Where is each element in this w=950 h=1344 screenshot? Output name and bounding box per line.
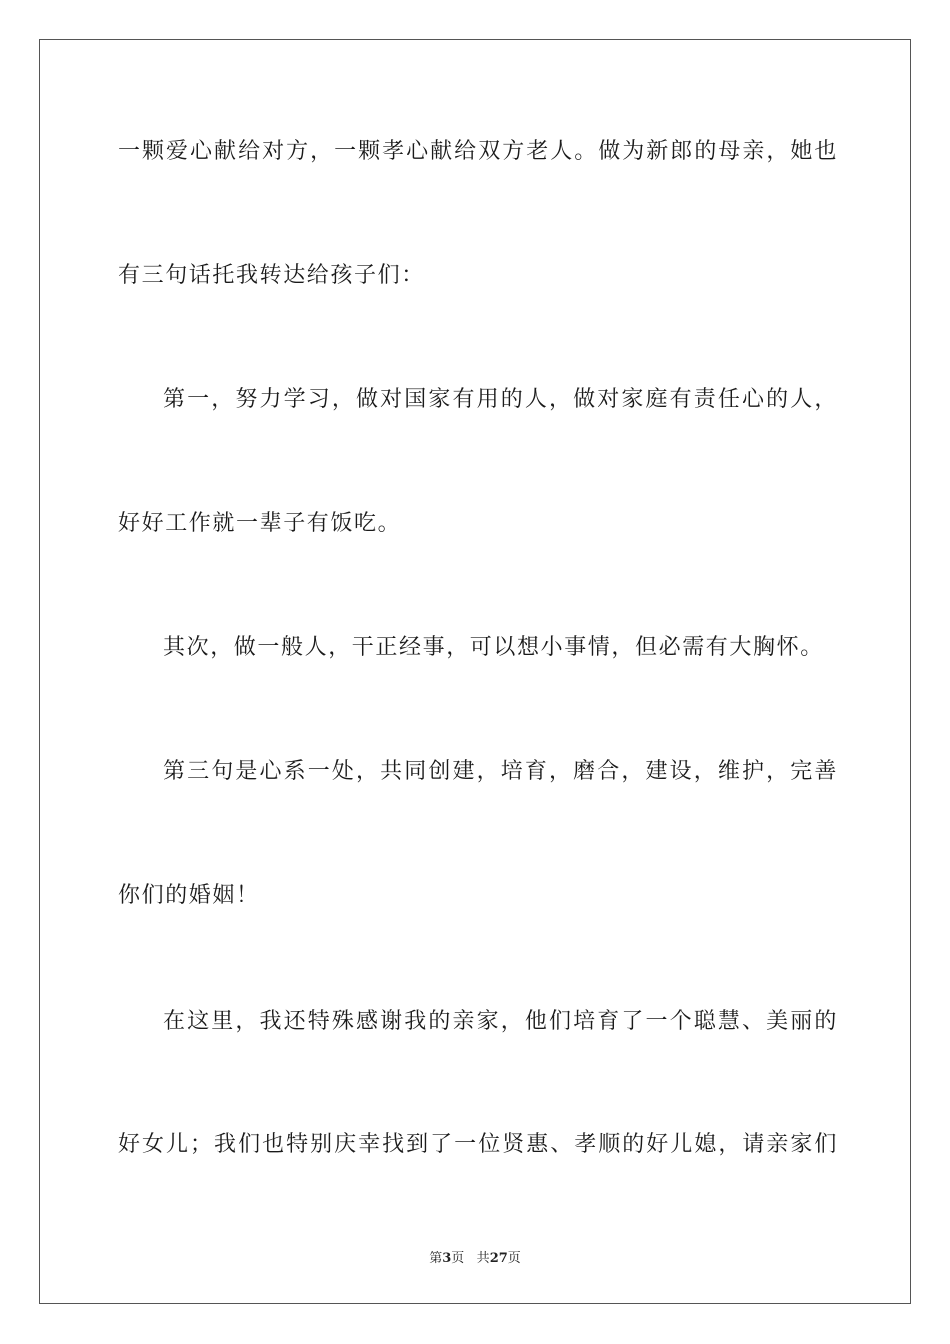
page-number: 3 xyxy=(442,1251,452,1266)
text-line-3: 第一，努力学习，做对国家有用的人，做对家庭有责任心的人， xyxy=(163,387,838,412)
text-line-2: 有三句话托我转达给孩子们： xyxy=(118,263,425,288)
page-suffix: 页 xyxy=(451,1251,465,1266)
total-pages: 27 xyxy=(489,1251,508,1266)
text-line-7: 你们的婚姻！ xyxy=(118,883,260,908)
page-border xyxy=(39,39,911,1304)
text-line-4: 好好工作就一辈子有饭吃。 xyxy=(118,511,402,536)
total-prefix: 共 xyxy=(476,1251,490,1266)
text-line-9: 好女儿；我们也特别庆幸找到了一位贤惠、孝顺的好儿媳，请亲家们 xyxy=(118,1132,838,1157)
total-suffix: 页 xyxy=(507,1251,521,1266)
text-line-5: 其次，做一般人，干正经事，可以想小事情，但必需有大胸怀。 xyxy=(163,635,824,660)
page-prefix: 第 xyxy=(429,1251,443,1266)
text-line-1: 一颗爱心献给对方，一颗孝心献给双方老人。做为新郎的母亲，她也 xyxy=(118,139,838,164)
text-line-8: 在这里，我还特殊感谢我的亲家，他们培育了一个聪慧、美丽的 xyxy=(163,1009,838,1034)
page-footer xyxy=(0,1247,950,1266)
text-line-6: 第三句是心系一处，共同创建，培育，磨合，建设，维护，完善 xyxy=(163,759,838,784)
